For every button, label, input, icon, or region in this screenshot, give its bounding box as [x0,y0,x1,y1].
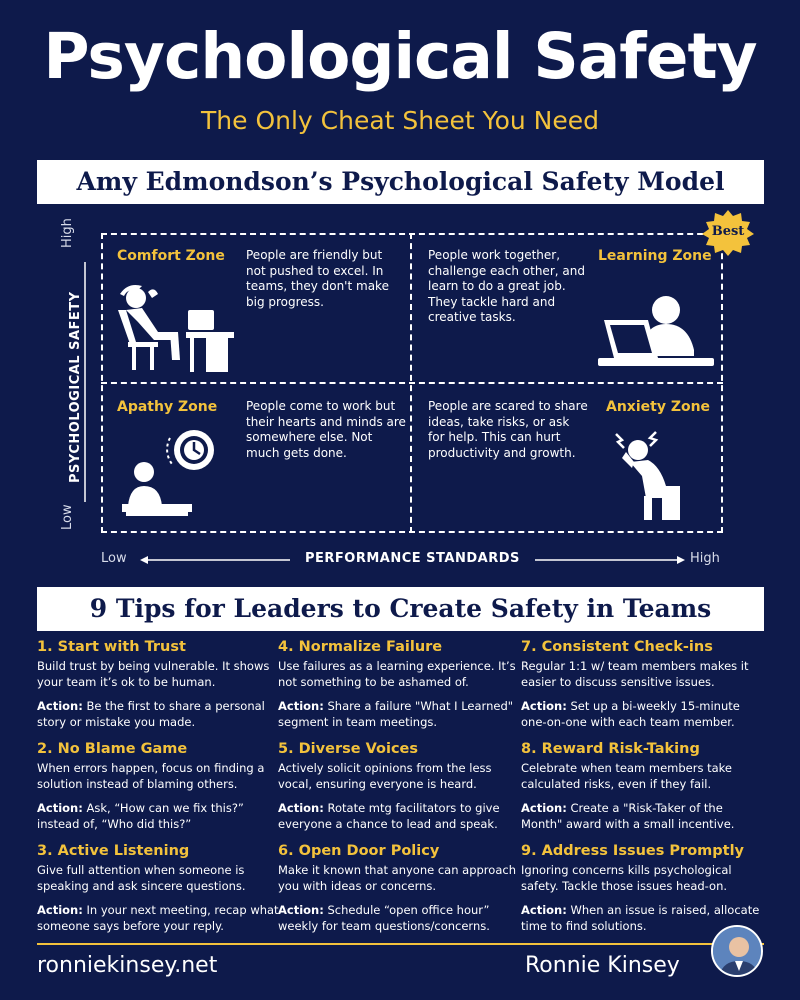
tip-title: 5. Diverse Voices [278,741,419,757]
tip-action [37,800,282,832]
tip-body: Ignoring concerns kills psychological safety. Tackle those issues head-on. [521,863,732,893]
tip-action [37,698,282,730]
x-axis-high-label: High [690,551,720,566]
anxiety-zone-text: People are scared to share ideas, take risks, or ask for help. This can hurt productivity and growth. [428,399,588,460]
tip-action [521,698,764,730]
x-axis-label: PERFORMANCE STANDARDS [305,551,520,566]
y-axis-label: PSYCHOLOGICAL SAFETY [68,291,83,483]
tip-title: 8. Reward Risk-Taking [521,741,700,757]
tip-action-text: Be the first to share a personal story or mistake you made. [37,699,265,729]
tip-action-label: Action: [521,801,567,815]
learning-zone-title: Learning Zone [598,248,712,264]
tip-action-label: Action: [37,699,83,713]
tip-action-label: Action: [37,801,83,815]
tip-action-label: Action: [37,903,83,917]
comfort-zone-text: People are friendly but not pushed to excel. In teams, they don't make big progress. [246,248,389,309]
tip-title: 9. Address Issues Promptly [521,843,744,859]
tip-action-text: When an issue is raised, allocate time to find solutions. [521,903,760,933]
tip-action [521,800,764,832]
page-subtitle: The Only Cheat Sheet You Need [201,106,599,135]
y-axis-high-label: High [60,218,75,248]
best-badge-label: Best [711,224,745,239]
tips-banner: 9 Tips for Leaders to Create Safety in Teams [37,587,764,631]
apathy-zone-text: People come to work but their hearts and minds are somewhere else. Not much gets done. [246,399,406,460]
tip-action-text: Rotate mtg facilitators to give everyone a chance to lead and speak. [278,801,500,831]
tip-action-text: Ask, “How can we fix this?” instead of, “Who did this?” [37,801,244,831]
tip-item [521,843,764,934]
learning-zone-text: People work together, challenge each other, and learn to do a great job. They tackle hard and creative tasks. [428,248,585,324]
tip-title: 7. Consistent Check-ins [521,639,713,655]
tip-title: 1. Start with Trust [37,639,186,655]
tip-item [521,639,764,730]
tip-item [278,639,523,730]
tip-action-text: Share a failure "What I Learned" segment in team meetings. [278,699,514,729]
tip-action-label: Action: [278,903,324,917]
tip-item [278,741,523,832]
tip-action [278,902,523,934]
tip-action-text: Schedule “open office hour” weekly for team questions/concerns. [278,903,490,933]
tip-item [37,639,282,730]
tip-action-text: Set up a bi-weekly 15-minute one-on-one with each team member. [521,699,740,729]
relaxing-person-icon [108,280,238,374]
tip-action-text: In your next meeting, recap what someone says before your reply. [37,903,279,933]
laptop-worker-icon [598,290,714,370]
tip-body: Make it known that anyone can approach you with ideas or concerns. [278,863,516,893]
tip-body: Build trust by being vulnerable. It shows your team it’s ok to be human. [37,659,270,689]
footer-url-link[interactable]: ronniekinsey.net [37,953,218,978]
tip-action-label: Action: [278,699,324,713]
y-axis-line [84,232,86,532]
author-name: Ronnie Kinsey [525,953,680,978]
tip-body: Give full attention when someone is speaking and ask sincere questions. [37,863,246,893]
tip-title: 2. No Blame Game [37,741,188,757]
tip-body: Use failures as a learning experience. It’s not something to be ashamed of. [278,659,516,689]
tip-body: Regular 1:1 w/ team members makes it easier to discuss sensitive issues. [521,659,749,689]
tip-body: When errors happen, focus on finding a solution instead of blaming others. [37,761,265,791]
model-banner: Amy Edmondson’s Psychological Safety Model [37,160,764,204]
tip-title: 3. Active Listening [37,843,190,859]
tip-item [37,843,282,934]
tip-item [521,741,764,832]
anxiety-zone-title: Anxiety Zone [606,399,711,415]
stressed-person-icon [612,426,692,522]
tip-action [37,902,282,934]
author-portrait-icon [713,927,763,977]
tip-title: 4. Normalize Failure [278,639,443,655]
tip-item [37,741,282,832]
y-axis-low-label: Low [60,504,75,530]
tip-item [278,843,523,934]
tip-action-label: Action: [521,903,567,917]
x-axis-low-label: Low [101,551,127,566]
footer-divider [37,943,764,945]
tip-action-label: Action: [521,699,567,713]
tip-action [278,800,523,832]
comfort-zone-title: Comfort Zone [117,248,225,264]
tip-title: 6. Open Door Policy [278,843,440,859]
clock-desk-icon [122,428,222,518]
tip-body: Celebrate when team members take calculated risks, even if they fail. [521,761,733,791]
grid-divider-horizontal [101,382,723,384]
tip-action-text: Create a "Risk-Taker of the Month" award with a small incentive. [521,801,735,831]
page-title: Psychological Safety [43,20,757,93]
tip-body: Actively solicit opinions from the less vocal, ensuring everyone is heard. [278,761,492,791]
tip-action-label: Action: [278,801,324,815]
apathy-zone-title: Apathy Zone [117,399,218,415]
avatar [711,925,763,977]
tip-action [278,698,523,730]
